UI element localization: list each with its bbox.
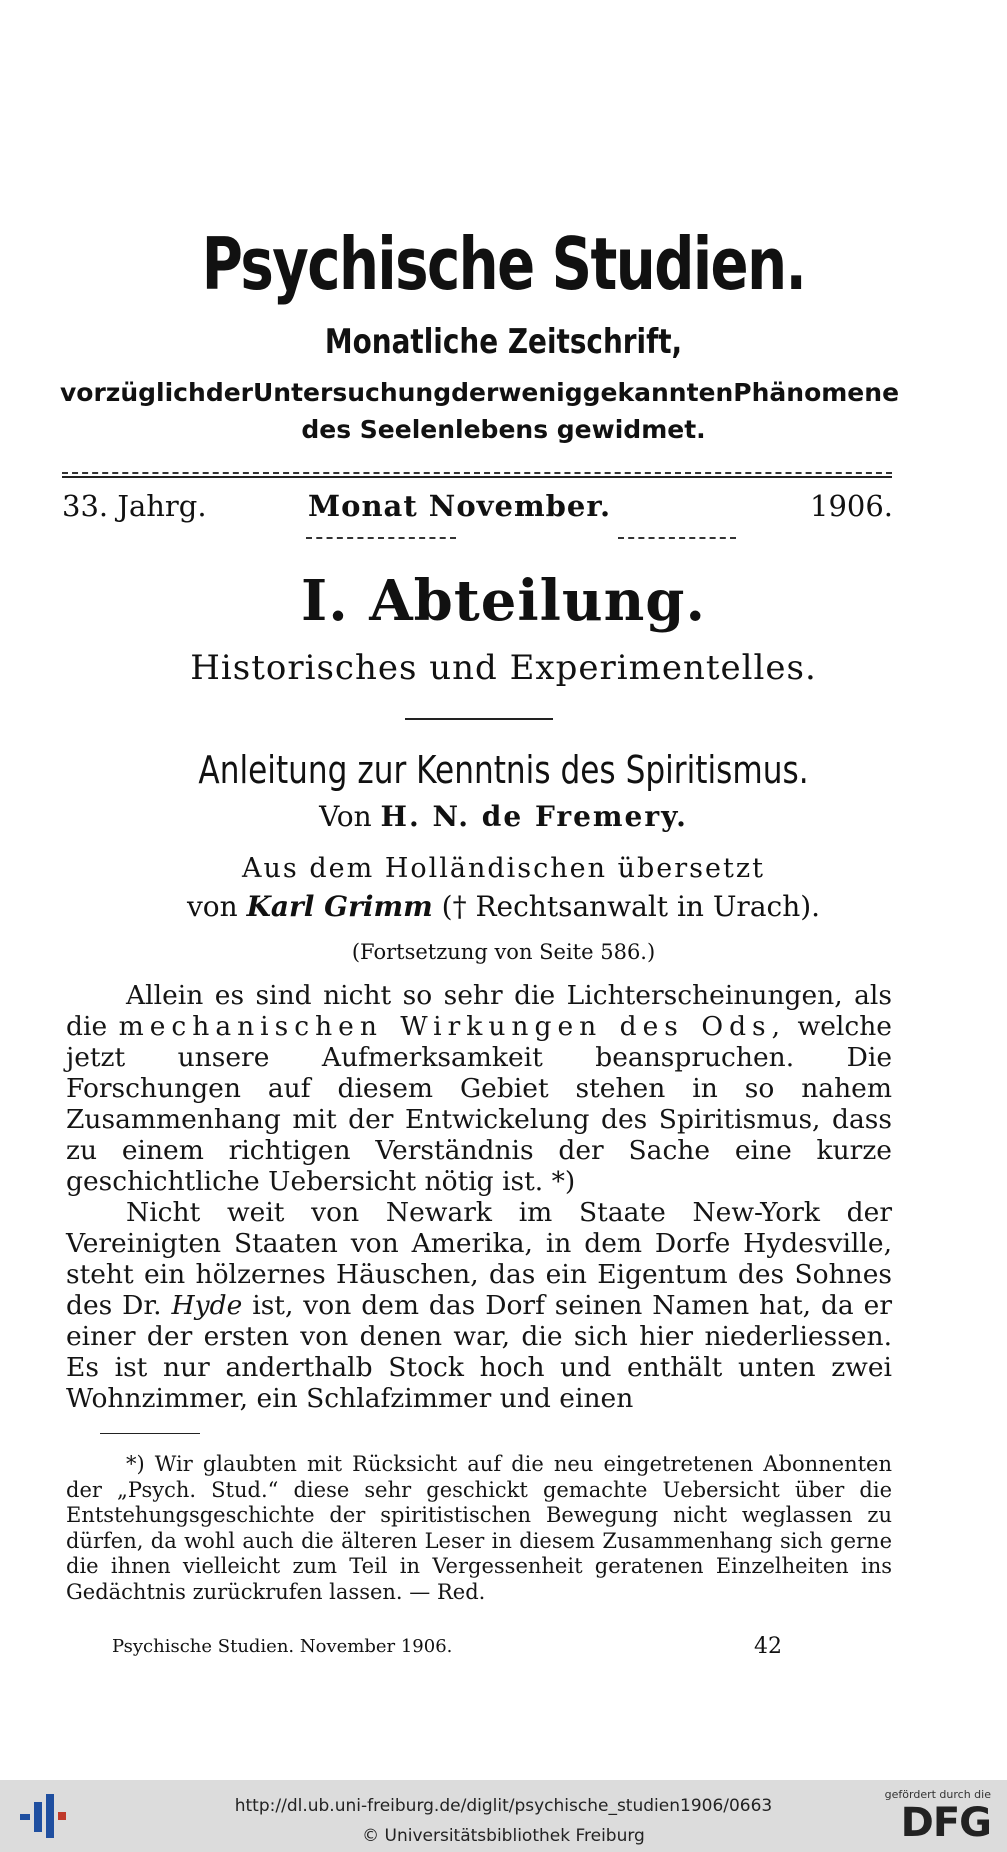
translator-name: Karl Grimm xyxy=(246,890,433,923)
viewer-bar xyxy=(0,1780,1007,1852)
header-rule xyxy=(62,476,892,478)
byline-prefix: Von xyxy=(319,800,372,833)
issue-rule-right xyxy=(618,537,736,539)
italic-name: Hyde xyxy=(171,1290,243,1321)
translation-note: Aus dem Holländischen übersetzt xyxy=(242,853,765,884)
source-url-link[interactable]: http://dl.ub.uni-freiburg.de/diglit/psychische_studien1906/0663 xyxy=(234,1796,773,1816)
dfg-logo xyxy=(881,1788,991,1845)
translator-prefix: von xyxy=(186,890,238,923)
section-divider xyxy=(405,718,553,720)
issue-year: 33. Jahrg. xyxy=(62,489,207,523)
journal-subtitle: Monatliche Zeitschrift, xyxy=(324,322,683,362)
page-footer-title: Psychische Studien. November 1906. xyxy=(112,1636,453,1657)
journal-title: Psychische Studien. xyxy=(201,222,806,306)
journal-description-line1 xyxy=(60,378,900,407)
header-rule-dashed xyxy=(62,472,892,474)
paragraph xyxy=(66,1197,892,1414)
footnote xyxy=(66,1452,892,1605)
dfg-logo-text: DFG xyxy=(900,1800,991,1846)
continuation-note: (Fortsetzung von Seite 586.) xyxy=(351,940,656,964)
paragraph xyxy=(66,980,892,1197)
paragraph-text: welche jetzt unsere Aufmerksamkeit beanspruchen. Die Forschungen auf diesem Gebiet stehen in so nahem Zusammenhang mit der Entwickelung des Spiritismus, dass zu einem richtigen Verständnis der Sache eine kurze geschichtliche Uebersicht nötig ist. *) xyxy=(66,1011,892,1197)
issue-date: 1906. xyxy=(810,489,894,523)
byline xyxy=(0,800,1007,833)
translator-line xyxy=(0,890,1007,923)
footnote-divider xyxy=(100,1433,200,1434)
paragraph-text: Nicht weit von Newark im Staate New-York der Vereinigten Staaten von Amerika, in dem Dorfe Hydesville, steht ein hölzernes Häuschen, das ein Eigentum des Sohnes des Dr. xyxy=(66,1197,892,1321)
section-subtitle: Historisches und Experimentelles. xyxy=(190,648,817,688)
desc-word: vorzüglich xyxy=(60,378,206,407)
desc-word: der xyxy=(205,378,253,407)
paragraph-text: Allein es sind nicht so sehr die Lichterscheinungen, als die xyxy=(66,980,892,1042)
desc-word: Phänomene xyxy=(733,378,900,407)
author-name: H. N. de Fremery. xyxy=(380,800,688,833)
issue-month: Monat November. xyxy=(308,489,612,523)
desc-word: Untersuchung xyxy=(253,378,452,407)
paragraph-text: ist, von dem das Dorf seinen Namen hat, da er einer der ersten von denen war, die sich hier niederliessen. Es ist nur anderthalb Stock hoch und enthält unten zwei Wohnzimmer, ein Schlafzimmer und einen xyxy=(66,1290,892,1414)
desc-word: der xyxy=(451,378,499,407)
article-body xyxy=(66,980,892,1414)
desc-word: wenig xyxy=(498,378,583,407)
copyright-text: © Universitätsbibliothek Freiburg xyxy=(362,1826,645,1846)
journal-description-line2: des Seelenlebens gewidmet. xyxy=(301,415,706,444)
emphasized-text: mechanischen Wirkungen des Ods, xyxy=(118,1011,787,1042)
translator-note: († Rechtsanwalt in Urach). xyxy=(441,890,821,923)
sponsor-caption: gefördert durch die xyxy=(884,1788,991,1801)
footnote-text: *) Wir glaubten mit Rücksicht auf die neu eingetretenen Abonnenten der „Psych. Stud.“ diese sehr geschickt gemachte Uebersicht über die Entstehungsgeschichte der spiritistischen Bewegung nicht weglassen zu dürfen, da wohl auch die älteren Leser in diesem Zusammenhang sich gerne die ihnen vielleicht zum Teil in Vergessenheit geratenen Einzelheiten ins Gedächtnis zurückrufen lassen. — Red. xyxy=(66,1452,892,1604)
page-number: 42 xyxy=(754,1634,782,1659)
issue-rule-left xyxy=(306,537,456,539)
article-title: Anleitung zur Kenntnis des Spiritismus. xyxy=(198,748,809,792)
section-title: I. Abteilung. xyxy=(301,568,706,634)
desc-word: gekannten xyxy=(582,378,734,407)
